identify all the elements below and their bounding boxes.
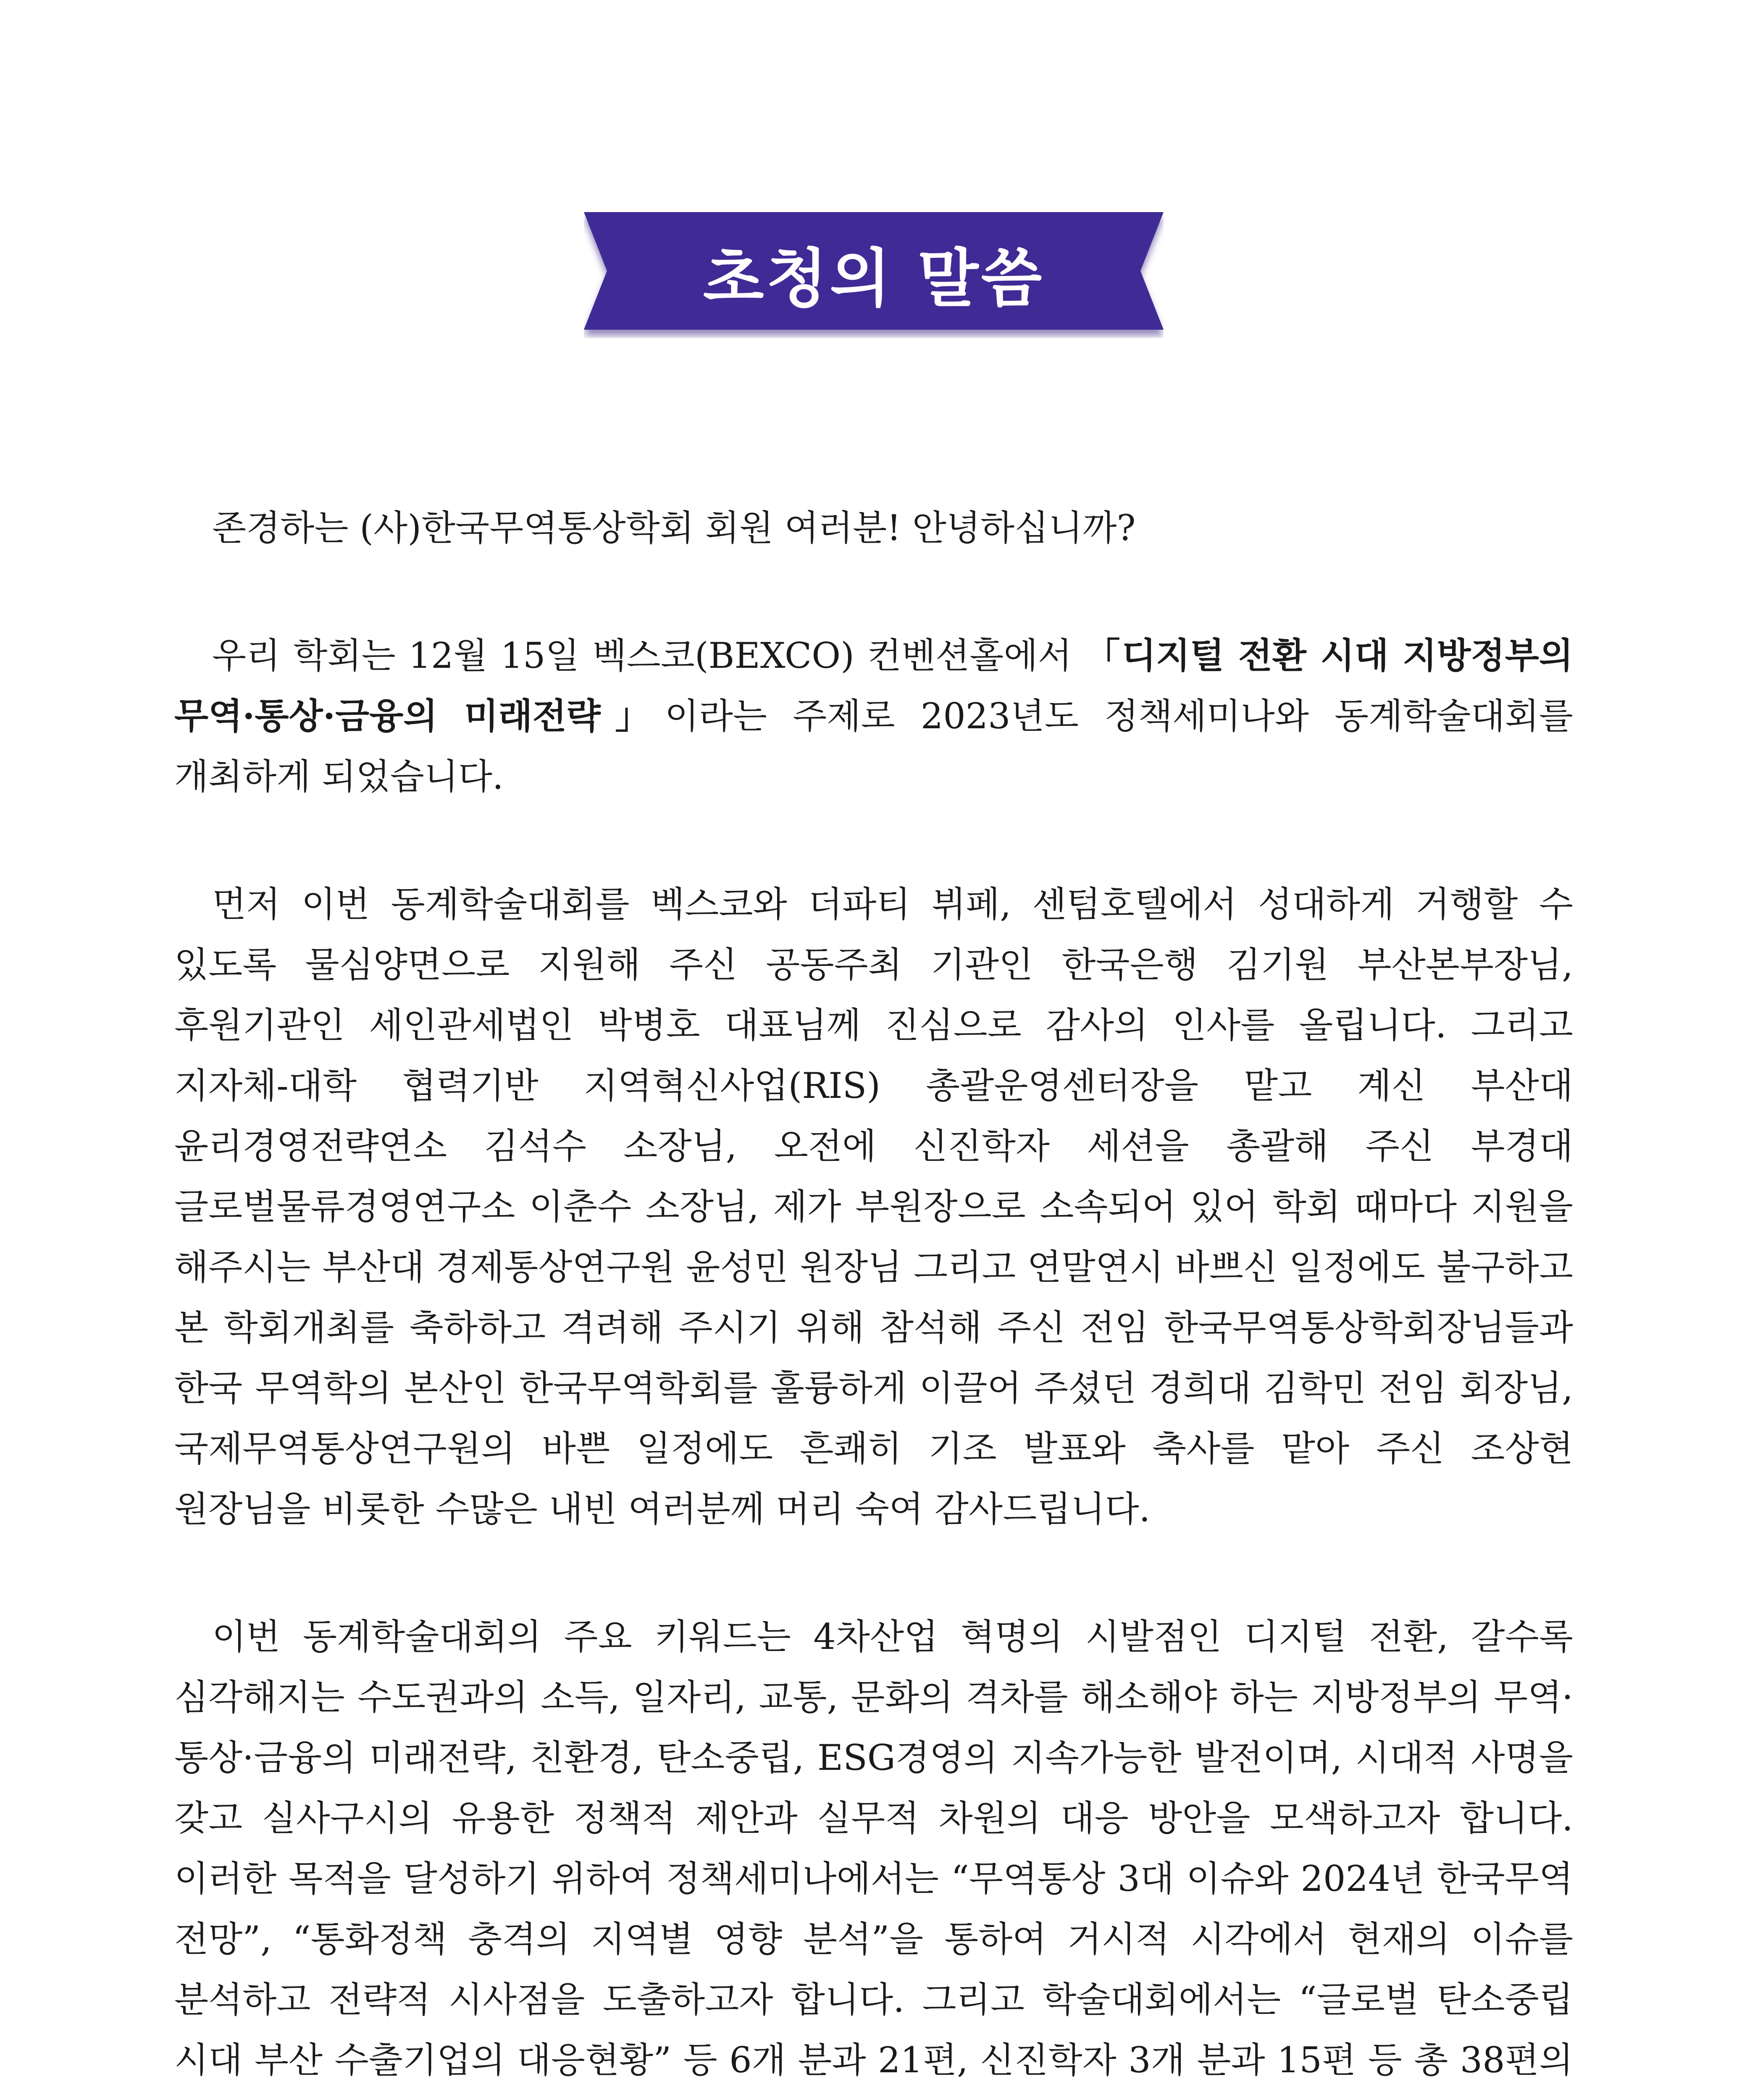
intro-text-after: 이라는 주제로 2023년도 정책세미나와 동계학술대회를 개최하게 되었습니다. xyxy=(174,696,1573,797)
keywords-paragraph: 이번 동계학술대회의 주요 키워드는 4차산업 혁명의 시발점인 디지털 전환, 갈수록 심각해지는 수도권과의 소득, 일자리, 교통, 문화의 격차를 해소해야 하는 지방정부의 무역·통상·금융의 미래전략, 친환경, 탄소중립, ESG경영의 지속가능한 발전이며, 시대적 사명을 갖고 실사구시의 유용한 정책적 제안과 실무적 차원의 대응 방안을 모색하고자 합니다. 이러한 목적을 달성하기 위하여 정책세미나에서는 “무역통상 3대 이슈와 2024년 한국무역 전망”, “통화정책 충격의 지역별 영향 분석”을 통하여 거시적 시각에서 현재의 이슈를 분석하고 전략적 시사점을 도출하고자 합니다. 그리고 학술대회에서는 “글로벌 탄소중립 시대 부산 수출기업의 대응현황” 등 6개 분과 21편, 신진학자 3개 분과 15편 등 총 38편의 xyxy=(174,1616,1573,2081)
thanks-paragraph: 먼저 이번 동계학술대회를 벡스코와 더파티 뷔페, 센텀호텔에서 성대하게 거행할 수 있도록 물심양면으로 지원해 주신 공동주최 기관인 한국은행 김기원 부산본부장님, 후원기관인 세인관세법인 박병호 대표님께 진심으로 감사의 인사를 올립니다. 그리고 지자체-대학 협력기반 지역혁신사업(RIS) 총괄운영센터장을 맡고 계신 부산대 윤리경영전략연소 김석수 소장님, 오전에 신진학자 세션을 총괄해 주신 부경대 글로벌물류경영연구소 이춘수 소장님, 제가 부원장으로 소속되어 있어 학회 때마다 지원을 해주시는 부산대 경제통상연구원 윤성민 원장님 그리고 연말연시 바쁘신 일정에도 불구하고 본 학회개최를 축하하고 격려해 주시기 위해 참석해 주신 전임 한국무역통상학회장님들과 한국 무역학의 본산인 한국무역학회를 훌륭하게 이끌어 주셨던 경희대 김학민 전임 회장님, 국제무역통상연구원의 바쁜 일정에도 흔쾌히 기조 발표와 축사를 맡아 주신 조상현 원장님을 비롯한 수많은 내빈 여러분께 머리 숙여 감사드립니다. xyxy=(174,884,1574,1530)
page-title: 초청의 말씀 xyxy=(703,242,1045,315)
event-theme: 「디지털 전환 시대 지방정부의 무역·통상·금융의 미래전략」 xyxy=(174,635,1573,737)
title-banner xyxy=(584,212,1164,338)
letter-body xyxy=(174,498,1573,2100)
greeting-paragraph: 존경하는 (사)한국무역통상학회 회원 여러분! 안녕하십니까? xyxy=(212,507,1136,549)
intro-text-before: 우리 학회는 12월 15일 벡스코(BEXCO) 컨벤션홀에서 xyxy=(212,635,1085,676)
intro-paragraph xyxy=(174,625,1573,807)
